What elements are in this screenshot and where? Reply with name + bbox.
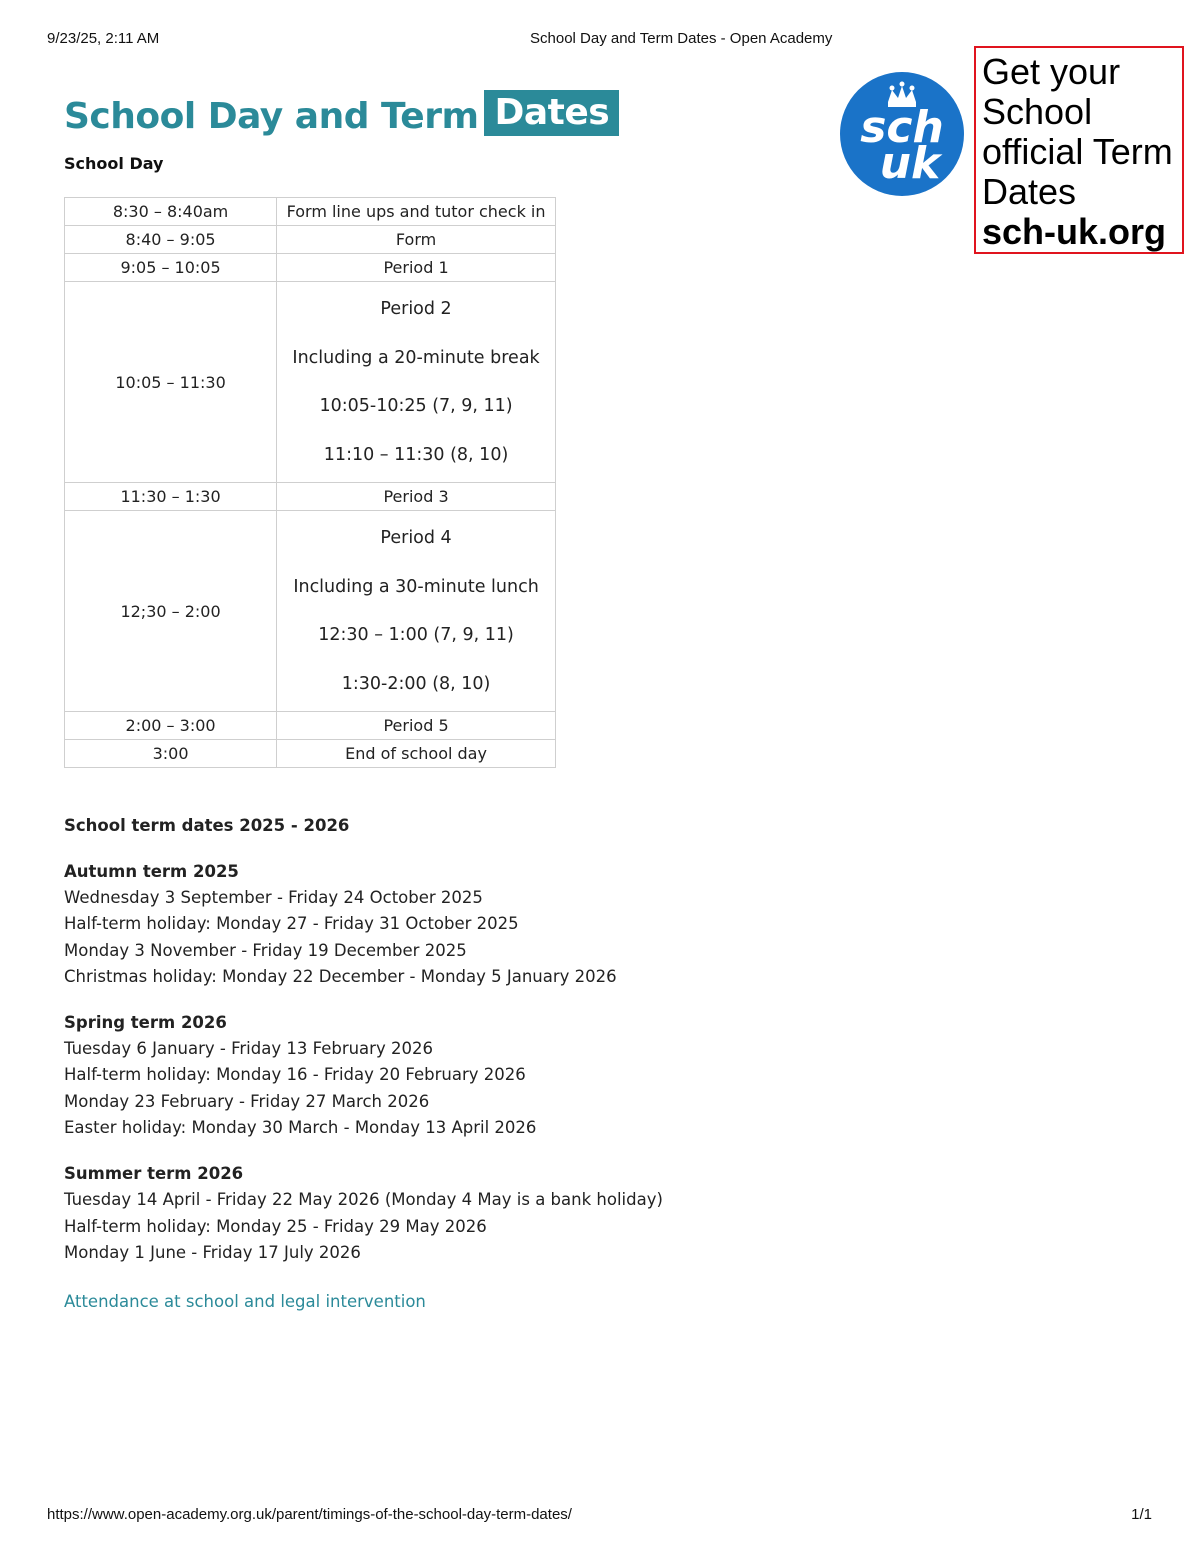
term-block	[64, 859, 684, 990]
term-date-line: Tuesday 14 April - Friday 22 May 2026 (Monday 4 May is a bank holiday)	[64, 1190, 663, 1210]
activity-cell	[277, 511, 556, 712]
terms-list	[64, 859, 684, 1266]
table-row	[65, 511, 556, 712]
time-cell: 8:40 – 9:05	[65, 226, 277, 254]
term-block	[64, 1010, 684, 1141]
activity-line: Including a 30-minute lunch	[293, 576, 539, 597]
ad-line: Get your	[982, 51, 1121, 92]
sch-uk-logo	[838, 70, 966, 198]
ad-line: Dates	[982, 171, 1077, 212]
activity-line: Including a 20-minute break	[292, 347, 540, 368]
term-dates-ad[interactable]	[974, 46, 1184, 254]
time-cell: 8:30 – 8:40am	[65, 198, 277, 226]
activity-cell: Form line ups and tutor check in	[277, 198, 556, 226]
table-row	[65, 226, 556, 254]
print-doc-title: School Day and Term Dates - Open Academy	[530, 30, 833, 47]
school-day-table	[64, 197, 556, 768]
term-dates-section	[64, 816, 684, 1311]
time-cell: 11:30 – 1:30	[65, 483, 277, 511]
term-date-line: Tuesday 6 January - Friday 13 February 2026	[64, 1039, 433, 1059]
term-date-line: Half-term holiday: Monday 27 - Friday 31 October 2025	[64, 914, 519, 934]
print-footer	[47, 1506, 1152, 1526]
ad-line: School	[982, 91, 1093, 132]
table-row	[65, 198, 556, 226]
activity-cell: End of school day	[277, 740, 556, 768]
term-dates-heading: School term dates 2025 - 2026	[64, 816, 350, 835]
school-day-table-body	[65, 198, 556, 768]
time-cell: 2:00 – 3:00	[65, 712, 277, 740]
activity-cell: Form	[277, 226, 556, 254]
print-datetime: 9/23/25, 2:11 AM	[47, 30, 160, 47]
term-date-line: Half-term holiday: Monday 16 - Friday 20 February 2026	[64, 1065, 526, 1085]
activity-cell: Period 3	[277, 483, 556, 511]
time-cell: 10:05 – 11:30	[65, 282, 277, 483]
term-block	[64, 1161, 684, 1266]
activity-line: 11:10 – 11:30 (8, 10)	[323, 444, 509, 465]
activity-line: Period 2	[380, 299, 452, 319]
ad-text	[982, 52, 1182, 212]
activity-cell: Period 5	[277, 712, 556, 740]
page-title	[64, 92, 684, 142]
term-date-line: Monday 23 February - Friday 27 March 2026	[64, 1091, 430, 1111]
term-name: Spring term 2026	[64, 1013, 227, 1033]
time-cell: 3:00	[65, 740, 277, 768]
activity-cell	[277, 282, 556, 483]
page-title-main: School Day and Term	[64, 96, 479, 137]
table-row	[65, 282, 556, 483]
term-date-line: Christmas holiday: Monday 22 December - Monday 5 January 2026	[64, 966, 617, 986]
ad-line: official Term	[982, 131, 1173, 172]
time-cell: 12;30 – 2:00	[65, 511, 277, 712]
school-day-heading: School Day	[64, 154, 164, 173]
activity-line: 1:30-2:00 (8, 10)	[341, 673, 491, 694]
main-content	[64, 92, 684, 1311]
activity-line: 10:05-10:25 (7, 9, 11)	[319, 396, 513, 416]
ad-url: sch-uk.org	[982, 211, 1167, 252]
term-date-line: Easter holiday: Monday 30 March - Monday 13 April 2026	[64, 1118, 537, 1138]
activity-line: 12:30 – 1:00 (7, 9, 11)	[318, 625, 514, 645]
term-date-line: Wednesday 3 September - Friday 24 October 2025	[64, 888, 483, 907]
table-row	[65, 740, 556, 768]
table-row	[65, 254, 556, 282]
time-cell: 9:05 – 10:05	[65, 254, 277, 282]
activity-line: Period 4	[380, 528, 452, 548]
print-url: https://www.open-academy.org.uk/parent/timings-of-the-school-day-term-dates/	[47, 1506, 572, 1523]
table-row	[65, 483, 556, 511]
term-date-line: Monday 3 November - Friday 19 December 2025	[64, 940, 467, 960]
attendance-link[interactable]: Attendance at school and legal intervention	[64, 1292, 426, 1312]
print-page-number: 1/1	[1131, 1506, 1152, 1523]
term-date-line: Half-term holiday: Monday 25 - Friday 29 May 2026	[64, 1216, 487, 1236]
term-name: Autumn term 2025	[64, 862, 239, 881]
activity-cell: Period 1	[277, 254, 556, 282]
logo-text-sch: sch	[860, 102, 944, 153]
logo-text-uk: uk	[879, 138, 941, 189]
term-date-line: Monday 1 June - Friday 17 July 2026	[64, 1242, 361, 1262]
page-title-highlight: Dates	[484, 90, 619, 136]
table-row	[65, 712, 556, 740]
term-name: Summer term 2026	[64, 1164, 244, 1184]
